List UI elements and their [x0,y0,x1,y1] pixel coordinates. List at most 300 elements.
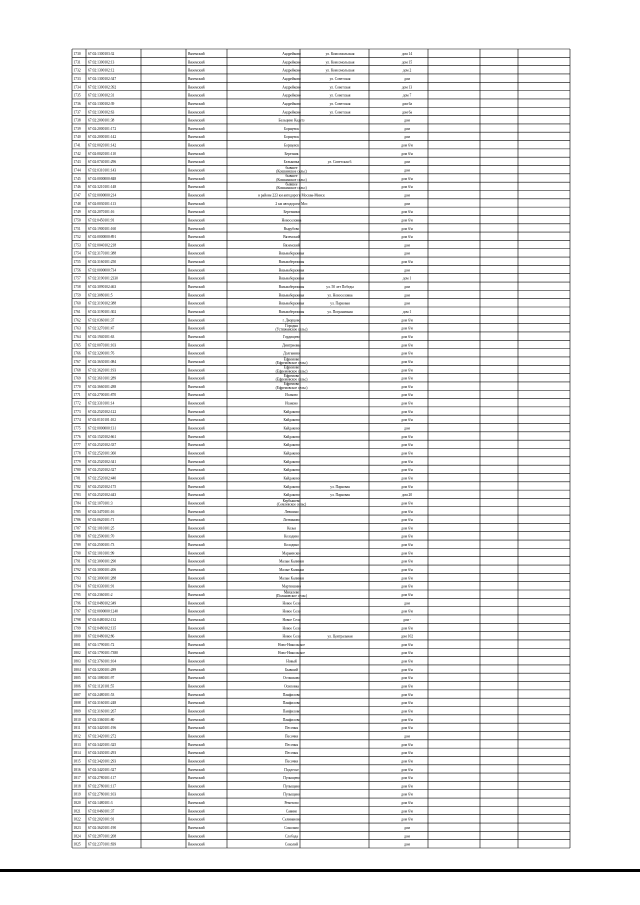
district: Вяземский [188,493,205,498]
settlement: Дмитриевка [282,343,301,348]
settlement: 2 км автодороги Мос [275,201,308,206]
row-number: 1748 [73,201,81,206]
district: Вяземский [188,842,205,847]
cadastral-number: 67:02:3270101:47 [88,326,115,331]
cadastral-number: 67:02:3200101:289 [88,667,117,672]
building-type: дом б/н [401,318,413,323]
row-number: 1733 [73,76,81,81]
district: Вяземский [188,276,205,281]
district: Вяземский [188,751,205,756]
settlement: (Ефремовское сельс) [275,377,308,382]
district: Вяземский [188,609,205,614]
building-type: дом б/н [401,742,413,747]
settlement: Новоселовка [281,218,302,223]
settlement: Долгавино [283,351,300,356]
row-number: 1740 [73,135,81,140]
building-type: дом б/н [401,801,413,806]
settlement: Козья [287,526,296,531]
settlement: Вязьмабережная [278,301,305,306]
settlement: Вязьмабережная [278,310,305,315]
settlement: Кайдаково [283,443,300,448]
building-type: дом б/н [401,451,413,456]
cadastral-number: 67:02:0000000:848 [88,176,117,181]
district: Вяземский [188,118,205,123]
building-type: дом б/н [401,418,413,423]
row-number: 1781 [73,476,81,481]
settlement: Новое Село [282,601,301,606]
cadastral-number: 67:02:1940101:63 [88,334,115,339]
building-type: дом 7 [402,93,412,98]
settlement: Марьинское [282,551,301,556]
settlement: (Ефремовское сельс) [275,369,308,374]
building-type: дом 102 [400,634,414,639]
cadastral-number: 67:02:2780101:103 [88,792,117,797]
building-type: дом [404,842,410,847]
building-type: дом [404,243,410,248]
cadastral-number: 67:02:2520102:440 [88,476,117,481]
row-number: 1760 [73,301,81,306]
row-number: 1802 [73,651,81,656]
settlement: бывшее [285,165,298,170]
district: Вяземский [188,201,205,206]
settlement: Ефремово [283,373,300,378]
settlement: Кайдаково [283,409,300,414]
cadastral-number: 67:02:1080101:97 [88,676,115,681]
building-type: дом [404,251,410,256]
row-number: 1767 [73,359,81,364]
district: Вяземский [188,168,205,173]
settlement: Пупыщево [283,792,300,797]
building-type: дом б/н [401,642,413,647]
row-number: 1821 [73,809,81,814]
district: Вяземский [188,801,205,806]
row-number: 1766 [73,351,81,356]
settlement: Кайдаково [283,434,300,439]
cadastral-number: 67:02:0000000:734 [88,268,117,273]
building-type: дом б/н [401,692,413,697]
settlement: Песочня [285,734,298,739]
building-type: дом б/н [401,551,413,556]
district: Вяземский [188,676,205,681]
settlement: Литвиново [283,518,300,523]
settlement: Новый [286,659,297,664]
district: Вяземский [188,543,205,548]
settlement: Кайдаково [283,426,300,431]
building-type: дом б/н [401,684,413,689]
cadastral-number: 67:02:1300102:347 [88,76,117,81]
district: Вяземский [188,185,205,190]
building-type: дом б/н [401,543,413,548]
building-type: дом б/н [401,817,413,822]
street: ул. Комсомольская [325,68,355,73]
district: Вяземский [188,293,205,298]
cadastral-number: 67:02:2360101:2 [88,592,113,597]
settlement: Осиповка [284,684,299,689]
cadastral-number: 67:02:1300102:31 [88,93,115,98]
district: Вяземский [188,559,205,564]
building-type: дом б/н [401,676,413,681]
district: Вяземский [188,667,205,672]
district: Вяземский [188,260,205,265]
cadastral-number: 67:02:3190101:2330 [88,276,118,281]
cadastral-number: 67:02:2520102:175 [88,484,117,489]
cadastral-number: 67:02:1010101:99 [88,551,115,556]
building-type: дом б/н [401,559,413,564]
cadastral-number: 67:02:3000101:288 [88,576,117,581]
settlement: Вязьмабережная [278,293,305,298]
cadastral-number: 67:02:2870101:208 [88,834,117,839]
cadastral-number: 67:02:2020101:91 [88,817,115,822]
building-type: дом б/н [401,509,413,514]
district: Вяземский [188,742,205,747]
cadastral-number: 67:02:1010101:25 [88,526,115,531]
street: ул. Парковая [330,484,350,489]
cadastral-number: 67:02:2000101:172 [88,126,117,131]
district: Вяземский [188,767,205,772]
cadastral-number: 67:02:3090102:463 [88,285,117,290]
district: Вяземский [188,418,205,423]
district: Вяземский [188,617,205,622]
street: ул. Советская [329,101,351,106]
district: Вяземский [188,784,205,789]
cadastral-number: 67:02:0000000:131 [88,426,117,431]
cadastral-number: 67:02:3610101:289 [88,376,117,381]
street: ул. Советская [329,110,351,115]
district: Вяземский [188,568,205,573]
cadastral-number: 67:02:0480102:132 [88,617,117,622]
district: Вяземский [188,651,205,656]
building-type: дом б/н [401,434,413,439]
settlement: Бывший [285,667,298,672]
building-type: дом б/н [401,526,413,531]
district: Вяземский [188,401,205,406]
district: Вяземский [188,93,205,98]
row-number: 1825 [73,842,81,847]
building-type: дом 6а [401,110,413,115]
district: Вяземский [188,343,205,348]
row-number: 1824 [73,834,81,839]
cadastral-number: 67:02:3360101:80 [88,717,115,722]
district: Вяземский [188,817,205,822]
settlement: Вязьмабережная [278,285,305,290]
row-number: 1770 [73,384,81,389]
settlement: Борщевск [283,126,300,131]
row-number: 1758 [73,285,81,290]
settlement: Песочня [285,751,298,756]
row-number: 1739 [73,126,81,131]
settlement: Кербышево [282,498,301,503]
settlement: Соколий [284,842,299,847]
district: Вяземский [188,268,205,273]
row-number: 1761 [73,310,81,315]
district: Вяземский [188,826,205,831]
row-number: 1737 [73,110,81,115]
row-number: 1755 [73,260,81,265]
settlement: Кайдаково [283,484,300,489]
building-type: дом б/н [401,717,413,722]
cadastral-number: 67:02:0480102:135 [88,626,117,631]
building-type: дом [404,76,410,81]
row-number: 1764 [73,334,81,339]
building-type: дом [404,285,410,290]
building-type: дом [404,268,410,273]
cadastral-number: 67:02:0110101:102 [88,418,117,423]
district: Вяземский [188,376,205,381]
district: Вяземский [188,501,205,506]
district: Вяземский [188,351,205,356]
row-number: 1801 [73,642,81,647]
settlement: Кайдаково [283,459,300,464]
row-number: 1812 [73,734,81,739]
cadastral-number: 67:02:0450101:91 [88,218,115,223]
settlement: Кайдаково [283,493,300,498]
settlement: Андрейково [282,60,301,65]
cadastral-number: 67:02:3420101:327 [88,767,117,772]
district: Вяземский [188,409,205,414]
row-number: 1806 [73,684,81,689]
cadastral-number: 67:02:0040102:218 [88,243,117,248]
cadastral-number: 67:02:3190101:302 [88,310,117,315]
row-number: 1792 [73,568,81,573]
building-type: дом [404,160,410,165]
cadastral-number: 67:02:2070101:16 [88,210,115,215]
cadastral-number: 67:02:1790101:7380 [88,651,118,656]
building-type: дом б/н [401,185,413,190]
cadastral-number: 67:02:2520102:443 [88,493,117,498]
settlement: Борщевск [283,135,300,140]
district: Вяземский [188,85,205,90]
cadastral-number: 67:02:3160101:250 [88,260,117,265]
building-type: дом б/н [401,776,413,781]
district: Вяземский [188,310,205,315]
row-number: 1814 [73,751,81,756]
cadastral-number: 67:02:2700101:870 [88,393,117,398]
district: Вяземский [188,143,205,148]
district: Вяземский [188,701,205,706]
building-type: дом б/н [401,626,413,631]
cadastral-number: 67:02:3080101:5 [88,293,113,298]
building-type: дом б/н [401,701,413,706]
settlement: Панфилово [282,701,301,706]
district: Вяземский [188,484,205,489]
row-number: 1791 [73,559,81,564]
district: Вяземский [188,584,205,589]
district: Вяземский [188,468,205,473]
row-number: 1779 [73,459,81,464]
settlement: Исаково [285,393,298,398]
district: Вяземский [188,101,205,106]
cadastral-number: 67:02:0030101:113 [88,201,117,206]
building-type: дом б/н [401,784,413,789]
district: Вяземский [188,518,205,523]
district: Вяземский [188,359,205,364]
settlement: Андрейково [282,93,301,98]
settlement: Мартюшино [281,584,302,589]
row-number: 1800 [73,634,81,639]
district: Вяземский [188,443,205,448]
cadastral-number: 67:02:3190102:388 [88,301,117,306]
cadastral-number: 67:02:3660101:288 [88,384,117,389]
settlement: Вязьмабережная [278,268,305,273]
building-type: дом б/н [401,576,413,581]
district: Вяземский [188,110,205,115]
cadastral-number: 67:02:1480101:3 [88,801,113,806]
building-type: дом б/н [401,151,413,156]
row-number: 1784 [73,501,81,506]
settlement: Вязьмабережная [278,276,305,281]
district: Вяземский [188,551,205,556]
settlement: Песочня [285,759,298,764]
row-number: 1787 [73,526,81,531]
district: Вяземский [188,592,205,597]
district: Вяземский [188,809,205,814]
district: Вяземский [188,243,205,248]
settlement: (Устюжанское сельс) [275,327,308,332]
cadastral-number: 67:02:1790101:72 [88,642,115,647]
cadastral-number: 67:02:2520102:122 [88,409,117,414]
building-type: дом б/н [401,351,413,356]
cadastral-number: 67:02:0480102:349 [88,601,117,606]
settlement: Бельцино Кадетз [278,118,305,123]
row-number: 1823 [73,826,81,831]
building-type: дом б/н [401,651,413,656]
row-number: 1799 [73,626,81,631]
row-number: 1768 [73,368,81,373]
district: Вяземский [188,285,205,290]
row-number: 1819 [73,792,81,797]
district: Вяземский [188,235,205,240]
settlement: Кайдаково [283,418,300,423]
settlement: Новое Село [282,626,301,631]
cadastral-number: 67:02:1300102:63 [88,110,115,115]
settlement: Селиваново [282,817,301,822]
settlement: (Ефремовское сельс) [275,385,308,390]
building-type: дом б/н [401,759,413,764]
settlement: Песочня [285,726,298,731]
cadastral-number: 67:02:2780101:117 [88,784,117,789]
district: Вяземский [188,210,205,215]
cadastral-number: 67:02:3310101:14 [88,401,115,406]
row-number: 1735 [73,93,81,98]
settlement: Городня [285,323,298,328]
district: Вяземский [188,476,205,481]
row-number: 1790 [73,551,81,556]
district: Вяземский [188,326,205,331]
settlement: в районе 223 км автодороги Москва-Минск [258,193,325,198]
cadastral-number: 67:02:0740101:296 [88,160,117,165]
settlement: Андрейково [282,85,301,90]
settlement: Гордищево [283,334,300,339]
settlement: (Кошкинское сельс) [276,169,307,174]
settlement: Песочня [285,742,298,747]
row-number: 1816 [73,767,81,772]
cadastral-number: 67:02:1900101:160 [88,226,117,231]
district: Вяземский [188,734,205,739]
row-number: 1777 [73,443,81,448]
district: Вяземский [188,126,205,131]
settlement: Бельковка [283,160,300,165]
row-number: 1769 [73,376,81,381]
district: Вяземский [188,68,205,73]
building-type: дом б/н [401,751,413,756]
row-number: 1744 [73,168,81,173]
cadastral-number: 67:02:2480101:53 [88,692,115,697]
district: Вяземский [188,684,205,689]
row-number: 1738 [73,118,81,123]
cadastral-number: 67:02:2000101:142 [88,135,117,140]
building-type: дом б/н [401,143,413,148]
cadastral-number: 67:02:3620101:193 [88,368,117,373]
settlement: Березники [283,210,300,215]
building-type: дом б/н [401,767,413,772]
row-number: 1783 [73,493,81,498]
settlement: Ново-Никольское [278,642,305,647]
cadastral-number: 67:02:3170101:388 [88,251,117,256]
cadastral-number: 67:02:1520102:661 [88,434,117,439]
settlement: (Ефремовское сельс) [275,361,308,366]
cadastral-number: 67:02:2780101:117 [88,776,117,781]
district: Вяземский [188,526,205,531]
street: ул. Комсомольская [325,51,355,56]
settlement: Андрейково [282,76,301,81]
cadastral-number: 67:02:3420101:272 [88,734,117,739]
settlement: Пупыщево [283,776,300,781]
district: Вяземский [188,776,205,781]
row-number: 1810 [73,717,81,722]
street: ул. Советская [329,85,351,90]
building-type: дом б/н [401,443,413,448]
cadastral-number: 67:02:0000000:1240 [88,609,118,614]
settlement: Вяземский [283,243,300,248]
row-number: 1742 [73,151,81,156]
cadastral-number: 67:02:1300102:39 [88,101,115,106]
settlement: Панфилово [282,717,301,722]
settlement: Малые Калинки [279,576,304,581]
district: Вяземский [188,759,205,764]
cadastral-number: 67:02:3200101:76 [88,351,115,356]
settlement: Михалево [283,590,300,595]
settlement: Новое Село [282,609,301,614]
district: Вяземский [188,193,205,198]
district: Вяземский [188,509,205,514]
building-type: дом 20 [401,493,413,498]
cadastral-number: 67:02:0020101:110 [88,151,117,156]
building-type: дом б/н [401,260,413,265]
street: ул. Парковая [330,493,350,498]
row-number: 1788 [73,534,81,539]
building-type: дом б/н [401,393,413,398]
settlement: Ефремово [283,382,300,387]
settlement: Пупыщево [283,784,300,789]
row-number: 1757 [73,276,81,281]
settlement: Кайдаково [283,451,300,456]
building-type: дом [404,426,410,431]
row-number: 1750 [73,218,81,223]
settlement: Подлесье [284,767,299,772]
building-type: дом [404,293,410,298]
district: Вяземский [188,717,205,722]
district: Вяземский [188,726,205,731]
cadastral-number: 67:02:3620101:190 [88,826,117,831]
row-number: 1772 [73,401,81,406]
row-number: 1753 [73,243,81,248]
district: Вяземский [188,51,205,56]
cadastral-number: 67:02:1300102:12 [88,68,115,73]
settlement: (Кошкинское сельс) [276,186,307,191]
row-number: 1778 [73,451,81,456]
settlement: Сокольво [284,826,299,831]
cadastral-number: 67:02:0360101:37 [88,318,115,323]
